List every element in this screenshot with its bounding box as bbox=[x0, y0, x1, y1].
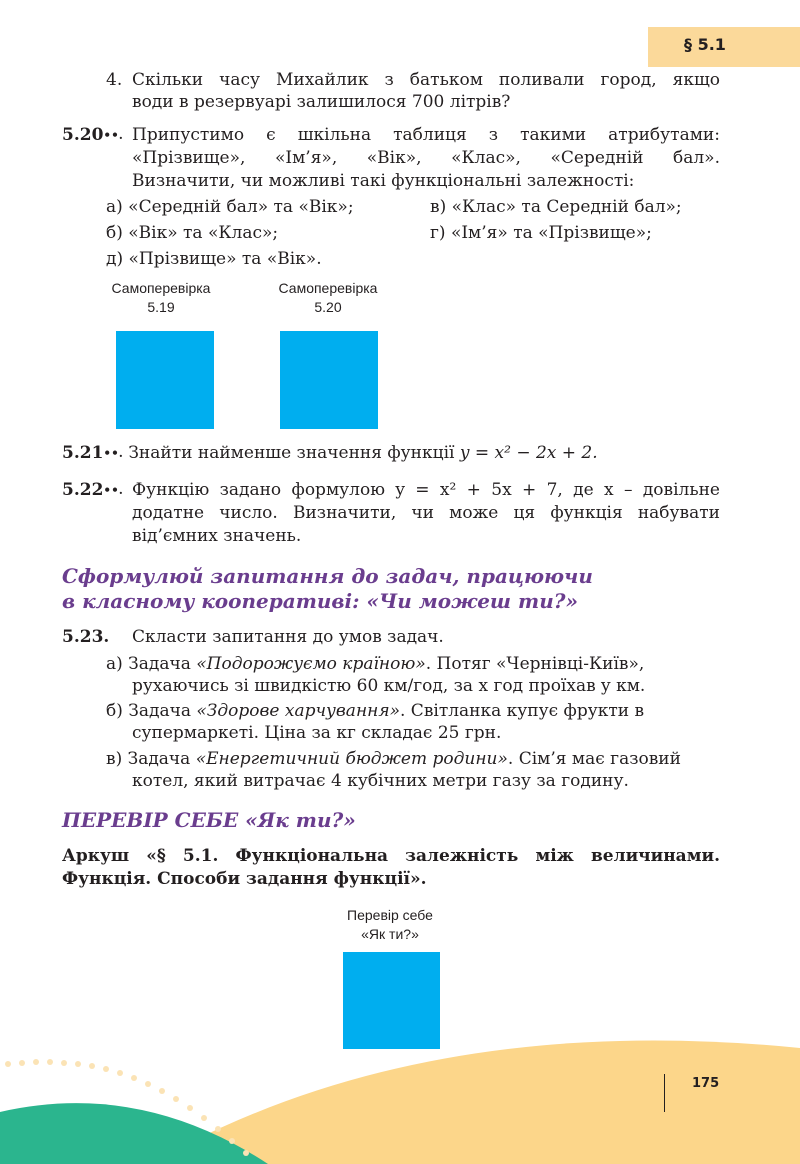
task522-line2: додатне число. Визначити, чи може ця функція набувати bbox=[132, 503, 720, 523]
task523-c-rest: . Сім’я має газовий bbox=[507, 749, 681, 769]
task523-b-title: «Здорове харчування» bbox=[196, 701, 400, 721]
task523-a-label: а) Задача bbox=[106, 654, 197, 674]
task523-c-label: в) Задача bbox=[106, 749, 196, 769]
task521-dots: ••. bbox=[103, 446, 123, 460]
selfcheck-519-title: Самоперевірка bbox=[111, 280, 211, 296]
selfcheck-520-title: Самоперевірка bbox=[278, 280, 378, 296]
task520-option-d: д) «Прізвище» та «Вік». bbox=[106, 249, 322, 269]
selfcheck-519-number: 5.19 bbox=[147, 299, 175, 315]
check-subtitle: «Як ти?» bbox=[361, 926, 419, 942]
task521-text: Знайти найменше значення функції bbox=[128, 443, 455, 463]
task520-option-g: г) «Ім’я» та «Прізвище»; bbox=[430, 223, 652, 243]
task522-number-row bbox=[62, 479, 123, 501]
task523-c-line1 bbox=[106, 748, 681, 770]
task523-a-line2: рухаючись зі швидкістю 60 км/год, за x год проїхав y км. bbox=[132, 676, 646, 696]
item4-number: 4. bbox=[106, 70, 123, 90]
heading1-line2: в класному кооперативі: «Чи можеш ти?» bbox=[62, 589, 578, 613]
section-heading-check-yourself: ПЕРЕВІР СЕБЕ «Як ти?» bbox=[62, 808, 356, 832]
selfcheck-520-caption bbox=[263, 279, 393, 317]
task520-line2: «Прізвище», «Ім’я», «Вік», «Клас», «Середній бал». bbox=[132, 148, 720, 168]
page-number-divider bbox=[664, 1074, 665, 1112]
task523-c-line2: котел, який витрачає 4 кубічних метри газу за годину. bbox=[132, 771, 629, 791]
selfcheck-520-qr-code[interactable] bbox=[280, 331, 378, 429]
task520-dots: ••. bbox=[103, 128, 123, 142]
selfcheck-519-qr-code[interactable] bbox=[116, 331, 214, 429]
task520-option-b: б) «Вік» та «Клас»; bbox=[106, 223, 279, 243]
check-title: Перевір себе bbox=[347, 907, 433, 923]
task523-a-title: «Подорожуємо країною» bbox=[196, 654, 426, 674]
task523-intro: Скласти запитання до умов задач. bbox=[132, 627, 444, 647]
task523-b-label: б) Задача bbox=[106, 701, 197, 721]
worksheet-line2: Функція. Способи задання функції». bbox=[62, 869, 427, 889]
task520-option-v: в) «Клас» та Середній бал»; bbox=[430, 197, 682, 217]
selfcheck-520-number: 5.20 bbox=[314, 299, 342, 315]
section-tab bbox=[648, 27, 800, 67]
item4-line1: Скільки часу Михайлик з батьком поливали город, якщо bbox=[132, 70, 720, 90]
task522-line1: Функцію задано формулою y = x² + 5x + 7, де x – довільне bbox=[132, 480, 720, 500]
task523-number: 5.23. bbox=[62, 627, 110, 647]
worksheet-line1: Аркуш «§ 5.1. Функціональна залежність між величинами. bbox=[62, 846, 720, 866]
section-heading-cooperative bbox=[62, 564, 593, 614]
task520-number-row bbox=[62, 124, 123, 146]
task520-number: 5.20 bbox=[62, 125, 104, 145]
selfcheck-519-caption bbox=[96, 279, 226, 317]
task523-b-line1 bbox=[106, 700, 644, 722]
check-caption bbox=[325, 906, 455, 944]
task520-line3: Визначити, чи можливі такі функціональні залежності: bbox=[132, 171, 635, 191]
task522-line3: від’ємних значень. bbox=[132, 526, 302, 546]
task523-a-line1 bbox=[106, 653, 644, 675]
task523-b-rest: . Світланка купує фрукти в bbox=[400, 701, 645, 721]
page-number: 175 bbox=[692, 1076, 720, 1091]
task523-b-line2: супермаркеті. Ціна за кг складає 25 грн. bbox=[132, 723, 502, 743]
task523-c-title: «Енергетичний бюджет родини» bbox=[195, 749, 508, 769]
check-qr-code[interactable] bbox=[343, 952, 440, 1049]
heading1-line1: Сформулюй запитання до задач, працюючи bbox=[62, 564, 593, 588]
section-label: § 5.1 bbox=[684, 35, 726, 54]
yellow-wave-shape bbox=[150, 1040, 800, 1164]
task522-dots: ••. bbox=[103, 483, 123, 497]
task521-number: 5.21 bbox=[62, 443, 104, 463]
task521-formula: y = x² − 2x + 2. bbox=[459, 443, 598, 463]
task520-option-a: а) «Середній бал» та «Вік»; bbox=[106, 197, 354, 217]
task523-a-rest: . Потяг «Чернівці-Київ», bbox=[425, 654, 645, 674]
task522-number: 5.22 bbox=[62, 480, 104, 500]
item4-line2: води в резервуарі залишилося 700 літрів? bbox=[132, 92, 511, 112]
task520-line1: Припустимо є шкільна таблиця з такими атрибутами: bbox=[132, 125, 720, 145]
task521-row bbox=[62, 442, 598, 464]
